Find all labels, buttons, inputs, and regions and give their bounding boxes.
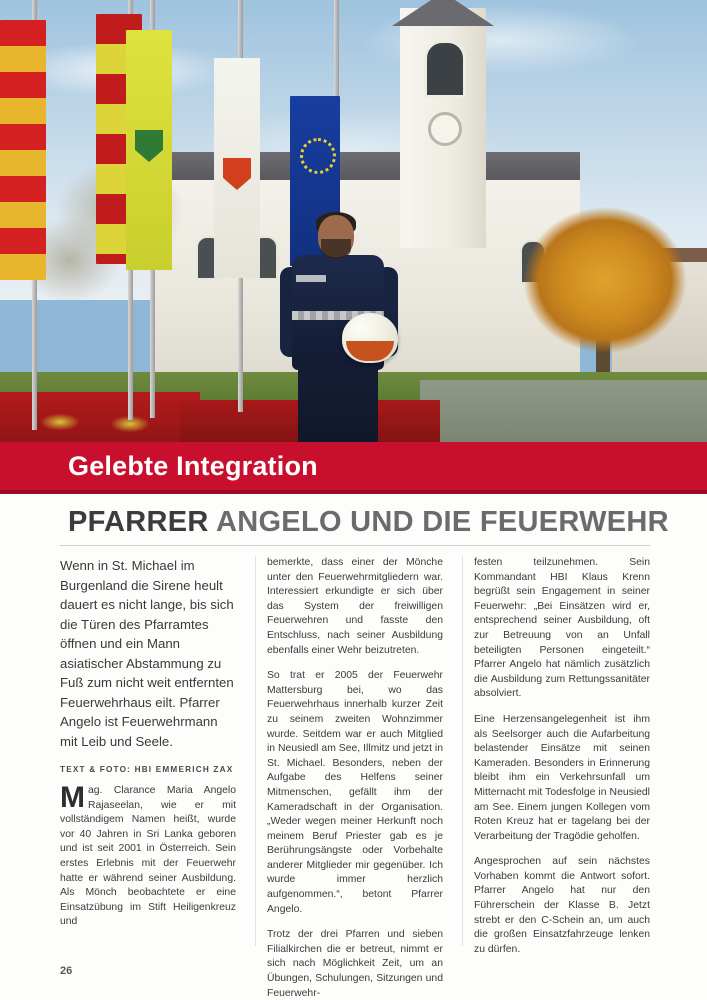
walkway (420, 380, 707, 450)
paragraph: festen teilzunehmen. Sein Kommandant HBI Klaus Krenn begrüßt sein Engagement in seiner Feuerwehr: „Bei Einsätzen wird er, entsprechend seiner Ausbildung, oft zur Betreuung von an Unfall beteiligten Personen eingeteilt.“ Pfarrer Angelo hat nämlich zusätzlich die Ausbildung zum Rettungssanitäter absolviert. (474, 557, 650, 700)
uniform-trousers (298, 367, 378, 450)
carpet-decoration (30, 404, 180, 438)
headline-divider (60, 545, 650, 546)
paragraph: Eine Herzensangelegenheit ist ihm als Seelsorger auch die Aufarbeitung belastender Einsätze mit seinen Kameraden. Besonders in Erinnerung bleibt ihm ein Verkehrsunfall um Mitternacht mit Todesfolge in Neusiedl am See. Einem jungen Kollegen vom Roten Kreuz hat er tagelang bei der Verarbeitung der Tragödie geholfen. (474, 713, 650, 842)
paragraph: Trotz der drei Pfarren und sieben Filialkirchen die er betreut, nimmt er sich nach Möglichkeit Zeit, um an Übungen, Schulungen, Sitzungen und Feuerwehr- (267, 929, 443, 999)
banner-underline (0, 490, 707, 494)
crest-icon (223, 158, 251, 190)
crest-icon (135, 130, 163, 162)
column-3 (474, 556, 650, 968)
paragraph (60, 781, 236, 930)
tower-clock (428, 112, 462, 146)
banner-title: Gelebte Integration (68, 451, 318, 481)
firefighter-person (278, 215, 400, 450)
paragraph: bemerkte, dass einer der Mönche unter den Feuerwehrmitgliedern war. Interessiert erkundigte er sich über das System der freiwilligen Feuerwehren und fasste den Entschluss, nach seiner Ausbildung ebenfalls einer Wehr beizutreten. (267, 557, 443, 656)
article-photo (0, 0, 707, 450)
beard (321, 239, 351, 259)
drop-cap: M (60, 781, 85, 814)
eu-stars-icon (300, 138, 336, 174)
autumn-tree (510, 195, 700, 385)
tower-belfry (424, 40, 466, 98)
paragraph: Angesprochen auf sein nächstes Vorhaben kommt die Antwort sofort. Pfarrer Angelo hat nur den Führerschein der Klasse B. Jetzt strebt er den C-Schein an, um auch die großen Einsatzfahrzeuge lenken zu dürfen. (474, 856, 650, 955)
page-title-rest: ANGELO UND DIE FEUERWEHR (215, 506, 669, 538)
flag-crest-red (214, 58, 260, 278)
flag-red-yellow (0, 20, 46, 280)
page-number: 26 (60, 965, 73, 977)
page-title (68, 506, 669, 539)
column-1 (60, 556, 236, 941)
lead-paragraph: Wenn in St. Michael im Burgenland die Sirene heult dauert es nicht lange, bis sich die Türen des Pfarramtes öffnen und ein Mann asiatischer Abstammung zu Fuß zum nicht weit entfernten Feuerwehrhaus eilt. Pfarrer Angelo ist Feuerwehrmann mit Leib und Seele. (60, 558, 234, 749)
paragraph: So trat er 2005 der Feuerwehr Mattersburg bei, wo das Feuerwehrhaus innerhalb kurzer Zeit zu seinem zweiten Wohnzimmer wurde. Seitdem war er auch Mitglied in Neusiedl am See, Illmitz und jetzt in St. Michael. Besonders, neben der Aufgabe des Helfens seiner Mitmenschen, gefällt ihm der Kameradschaft in der Organisation. „Weder wegen meiner Herkunft noch meinem Beruf Priester gab es je Berührungsängste oder Vorbehalte anderer Mitglieder mir gegenüber. Ich wurde immer herzlich aufgenommen.“, betont Pfarrer Angelo. (267, 670, 443, 915)
page-title-emphasis: PFARRER (68, 506, 209, 538)
column-2 (267, 556, 443, 1000)
paragraph-text: ag. Clarance Maria Angelo Rajaseelan, wie er mit vollständigem Namen heißt, wurde vor 40 Jahren in Sri Lanka geboren und ist seit 2001 in Österreich. Sein erstes Erlebnis mit der Feuerwehr hatte er während seiner Ausbildung. Als Mönch beobachtete er eine Einsatzübung im Stift Heiligenkreuz und (60, 785, 236, 928)
flag-crest-green (126, 30, 172, 270)
uniform-badge (296, 275, 326, 282)
article-credit: TEXT & FOTO: HBI EMMERICH ZAX (60, 765, 234, 774)
